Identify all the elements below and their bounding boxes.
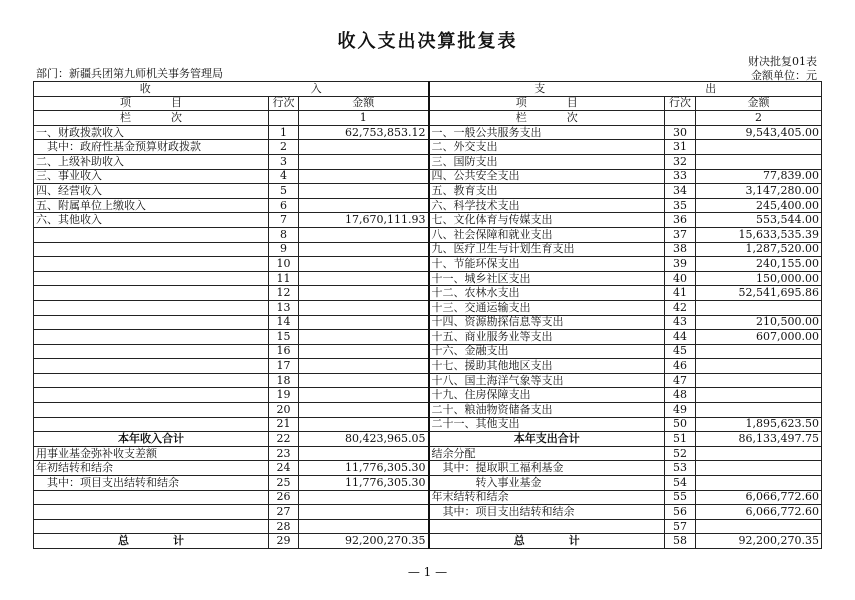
table-row [34, 519, 822, 534]
income-item: 其中：政府性基金预算财政拨款 [34, 140, 269, 155]
income-amount: 62,753,853.12 [299, 125, 429, 140]
expense-row-no: 39 [665, 257, 696, 272]
expense-amount: 92,200,270.35 [696, 534, 822, 549]
expense-amount: 52,541,695.86 [696, 286, 822, 301]
expense-row-no: 44 [665, 330, 696, 345]
expense-row-no: 38 [665, 242, 696, 257]
expense-item: 转入事业基金 [429, 476, 665, 491]
income-row-no: 10 [269, 257, 299, 272]
expense-item: 八、社会保障和就业支出 [429, 227, 665, 242]
expense-header-1: 支 [534, 81, 546, 95]
income-item [34, 330, 269, 345]
table-row [34, 417, 822, 432]
table-row [34, 125, 822, 140]
table-row [34, 257, 822, 272]
expense-amount: 210,500.00 [696, 315, 822, 330]
income-item: 其中：项目支出结转和结余 [34, 476, 269, 491]
expense-item: 三、国防支出 [429, 154, 665, 169]
income-item [34, 505, 269, 520]
income-amount: 11,776,305.30 [299, 461, 429, 476]
table-row [34, 227, 822, 242]
income-amount [299, 403, 429, 418]
income-column-number: 1 [299, 111, 429, 126]
table-row [34, 476, 822, 491]
income-row-no: 5 [269, 184, 299, 199]
income-item [34, 271, 269, 286]
income-amount [299, 373, 429, 388]
income-item [34, 519, 269, 534]
income-header-1: 收 [139, 81, 151, 95]
expense-amount: 9,543,405.00 [696, 125, 822, 140]
income-amount [299, 417, 429, 432]
income-row-no: 19 [269, 388, 299, 403]
table-row [34, 213, 822, 228]
header-row-section [34, 82, 822, 97]
income-item: 年初结转和结余 [34, 461, 269, 476]
header-row-columns [34, 96, 822, 111]
expense-amount: 77,839.00 [696, 169, 822, 184]
expense-amount [696, 476, 822, 491]
income-row-no: 20 [269, 403, 299, 418]
expense-item: 十八、国土海洋气象等支出 [429, 373, 665, 388]
table-row [34, 534, 822, 549]
expense-row-no: 45 [665, 344, 696, 359]
income-amount [299, 184, 429, 199]
income-amount [299, 388, 429, 403]
income-row-no: 25 [269, 476, 299, 491]
income-amount: 11,776,305.30 [299, 476, 429, 491]
expense-row-no: 37 [665, 227, 696, 242]
income-row-no: 23 [269, 446, 299, 461]
table-row [34, 490, 822, 505]
expense-item: 结余分配 [429, 446, 665, 461]
column-label-2: 次 [566, 110, 578, 124]
department-label: 部门：新疆兵团第九师机关事务管理局 [36, 67, 223, 80]
income-row-no: 12 [269, 286, 299, 301]
expense-row-no: 30 [665, 125, 696, 140]
expense-amount [696, 373, 822, 388]
income-row-no: 2 [269, 140, 299, 155]
income-item [34, 315, 269, 330]
expense-row-no: 55 [665, 490, 696, 505]
expense-item: 二、外交支出 [429, 140, 665, 155]
income-amount [299, 286, 429, 301]
form-number: 财决批复01表 [748, 55, 817, 68]
expense-amount [696, 403, 822, 418]
income-item: 用事业基金弥补收支差额 [34, 446, 269, 461]
table-row [34, 169, 822, 184]
income-item: 四、经营收入 [34, 184, 269, 199]
expense-row-no: 41 [665, 286, 696, 301]
income-amount [299, 242, 429, 257]
income-row-no: 13 [269, 300, 299, 315]
expense-item: 六、科学技术支出 [429, 198, 665, 213]
table-row [34, 359, 822, 374]
income-amount [299, 330, 429, 345]
expense-row-no: 40 [665, 271, 696, 286]
expense-amount: 150,000.00 [696, 271, 822, 286]
income-amount [299, 140, 429, 155]
row-no-header: 行次 [665, 96, 696, 111]
income-item: 一、财政拨款收入 [34, 125, 269, 140]
income-amount [299, 446, 429, 461]
income-amount [299, 344, 429, 359]
income-item [34, 286, 269, 301]
income-item [34, 257, 269, 272]
expense-row-no: 31 [665, 140, 696, 155]
column-label-1: 栏 [515, 110, 527, 124]
income-row-no: 4 [269, 169, 299, 184]
income-item [34, 417, 269, 432]
table-row [34, 388, 822, 403]
income-row-no: 26 [269, 490, 299, 505]
table-row [34, 300, 822, 315]
expense-item: 其中：提取职工福利基金 [429, 461, 665, 476]
expense-item: 十四、资源勘探信息等支出 [429, 315, 665, 330]
expense-amount: 6,066,772.60 [696, 490, 822, 505]
income-expense-table [33, 81, 822, 549]
income-row-no: 21 [269, 417, 299, 432]
income-amount [299, 227, 429, 242]
income-item [34, 403, 269, 418]
amount-header: 金额 [299, 96, 429, 111]
column-label-2: 次 [171, 110, 182, 124]
income-amount: 80,423,965.05 [299, 432, 429, 447]
table-row [34, 505, 822, 520]
income-row-no: 16 [269, 344, 299, 359]
income-amount [299, 315, 429, 330]
table-row [34, 198, 822, 213]
expense-amount: 607,000.00 [696, 330, 822, 345]
expense-row-no: 35 [665, 198, 696, 213]
income-row-no: 6 [269, 198, 299, 213]
expense-item: 十六、金融支出 [429, 344, 665, 359]
expense-item: 二十、粮油物资储备支出 [429, 403, 665, 418]
income-amount [299, 257, 429, 272]
income-row-no: 15 [269, 330, 299, 345]
expense-amount [696, 461, 822, 476]
table-row [34, 315, 822, 330]
income-amount [299, 359, 429, 374]
table-row [34, 140, 822, 155]
expense-row-no: 42 [665, 300, 696, 315]
income-row-no: 22 [269, 432, 299, 447]
income-amount [299, 519, 429, 534]
report-title: 收入支出决算批复表 [337, 31, 518, 52]
income-amount [299, 505, 429, 520]
income-row-no: 27 [269, 505, 299, 520]
income-item [34, 359, 269, 374]
amount-header: 金额 [696, 96, 822, 111]
income-amount [299, 169, 429, 184]
row-no-header: 行次 [269, 96, 299, 111]
expense-item: 十五、商业服务业等支出 [429, 330, 665, 345]
expense-item: 十二、农林水支出 [429, 286, 665, 301]
expense-amount: 240,155.00 [696, 257, 822, 272]
income-amount [299, 154, 429, 169]
table-row [34, 184, 822, 199]
expense-column-number: 2 [696, 111, 822, 126]
income-item [34, 490, 269, 505]
table-row [34, 446, 822, 461]
expense-item: 年末结转和结余 [429, 490, 665, 505]
expense-amount: 3,147,280.00 [696, 184, 822, 199]
expense-amount [696, 519, 822, 534]
table-row [34, 330, 822, 345]
expense-row-no: 54 [665, 476, 696, 491]
expense-row-no: 47 [665, 373, 696, 388]
expense-item [429, 519, 665, 534]
income-item [34, 300, 269, 315]
expense-item: 九、医疗卫生与计划生育支出 [429, 242, 665, 257]
income-item [34, 242, 269, 257]
table-row [34, 286, 822, 301]
expense-row-no: 52 [665, 446, 696, 461]
income-amount: 17,670,111.93 [299, 213, 429, 228]
income-row-no: 18 [269, 373, 299, 388]
expense-row-no: 33 [665, 169, 696, 184]
expense-row-no: 36 [665, 213, 696, 228]
expense-item: 十七、援助其他地区支出 [429, 359, 665, 374]
expense-row-no: 34 [665, 184, 696, 199]
income-item [34, 227, 269, 242]
expense-amount [696, 388, 822, 403]
expense-item: 十九、住房保障支出 [429, 388, 665, 403]
income-item: 总 计 [34, 534, 269, 549]
expense-amount: 6,066,772.60 [696, 505, 822, 520]
item-header-1: 项 [120, 96, 131, 110]
income-amount [299, 300, 429, 315]
income-row-no: 24 [269, 461, 299, 476]
expense-amount: 245,400.00 [696, 198, 822, 213]
expense-item: 十三、交通运输支出 [429, 300, 665, 315]
expense-amount [696, 300, 822, 315]
expense-amount: 1,895,623.50 [696, 417, 822, 432]
expense-item: 二十一、其他支出 [429, 417, 665, 432]
expense-item: 一、一般公共服务支出 [429, 125, 665, 140]
expense-row-no: 49 [665, 403, 696, 418]
expense-row-no: 46 [665, 359, 696, 374]
expense-item: 七、文化体育与传媒支出 [429, 213, 665, 228]
expense-amount [696, 140, 822, 155]
table-row [34, 242, 822, 257]
expense-item: 十、节能环保支出 [429, 257, 665, 272]
income-header-2: 入 [310, 81, 322, 95]
item-header-1: 项 [515, 96, 527, 110]
expense-row-no: 48 [665, 388, 696, 403]
income-row-no: 9 [269, 242, 299, 257]
expense-header-2: 出 [705, 81, 717, 95]
expense-item: 十一、城乡社区支出 [429, 271, 665, 286]
expense-row-no: 43 [665, 315, 696, 330]
table-row [34, 461, 822, 476]
income-row-no: 11 [269, 271, 299, 286]
income-item: 三、事业收入 [34, 169, 269, 184]
expense-amount: 86,133,497.75 [696, 432, 822, 447]
income-row-no: 7 [269, 213, 299, 228]
income-amount [299, 490, 429, 505]
expense-row-no: 51 [665, 432, 696, 447]
expense-item: 本年支出合计 [429, 432, 665, 447]
income-item: 六、其他收入 [34, 213, 269, 228]
expense-row-no: 53 [665, 461, 696, 476]
table-row [34, 154, 822, 169]
income-amount: 92,200,270.35 [299, 534, 429, 549]
income-item: 二、上级补助收入 [34, 154, 269, 169]
page-number: — 1 — [407, 565, 448, 579]
expense-row-no: 50 [665, 417, 696, 432]
income-row-no: 17 [269, 359, 299, 374]
table-row [34, 373, 822, 388]
expense-row-no: 32 [665, 154, 696, 169]
header-row-column-numbers [34, 111, 822, 126]
income-item [34, 388, 269, 403]
item-header-2: 目 [171, 96, 182, 110]
item-header-2: 目 [566, 96, 578, 110]
income-row-no: 3 [269, 154, 299, 169]
expense-amount: 553,544.00 [696, 213, 822, 228]
amount-unit: 金额单位：元 [751, 69, 817, 82]
column-label-1: 栏 [120, 110, 131, 124]
expense-amount [696, 446, 822, 461]
income-item: 本年收入合计 [34, 432, 269, 447]
expense-amount: 15,633,535.39 [696, 227, 822, 242]
expense-row-no: 58 [665, 534, 696, 549]
table-row [34, 344, 822, 359]
expense-amount [696, 344, 822, 359]
expense-item: 四、公共安全支出 [429, 169, 665, 184]
expense-amount [696, 359, 822, 374]
expense-row-no: 57 [665, 519, 696, 534]
expense-item: 其中：项目支出结转和结余 [429, 505, 665, 520]
table-row [34, 432, 822, 447]
income-amount [299, 271, 429, 286]
income-row-no: 14 [269, 315, 299, 330]
income-row-no: 29 [269, 534, 299, 549]
expense-row-no: 56 [665, 505, 696, 520]
expense-amount [696, 154, 822, 169]
income-item [34, 373, 269, 388]
income-item [34, 344, 269, 359]
expense-item: 五、教育支出 [429, 184, 665, 199]
income-row-no: 1 [269, 125, 299, 140]
income-row-no: 8 [269, 227, 299, 242]
income-item: 五、附属单位上缴收入 [34, 198, 269, 213]
table-row [34, 403, 822, 418]
expense-item: 总 计 [429, 534, 665, 549]
income-amount [299, 198, 429, 213]
table-row [34, 271, 822, 286]
income-row-no: 28 [269, 519, 299, 534]
expense-amount: 1,287,520.00 [696, 242, 822, 257]
